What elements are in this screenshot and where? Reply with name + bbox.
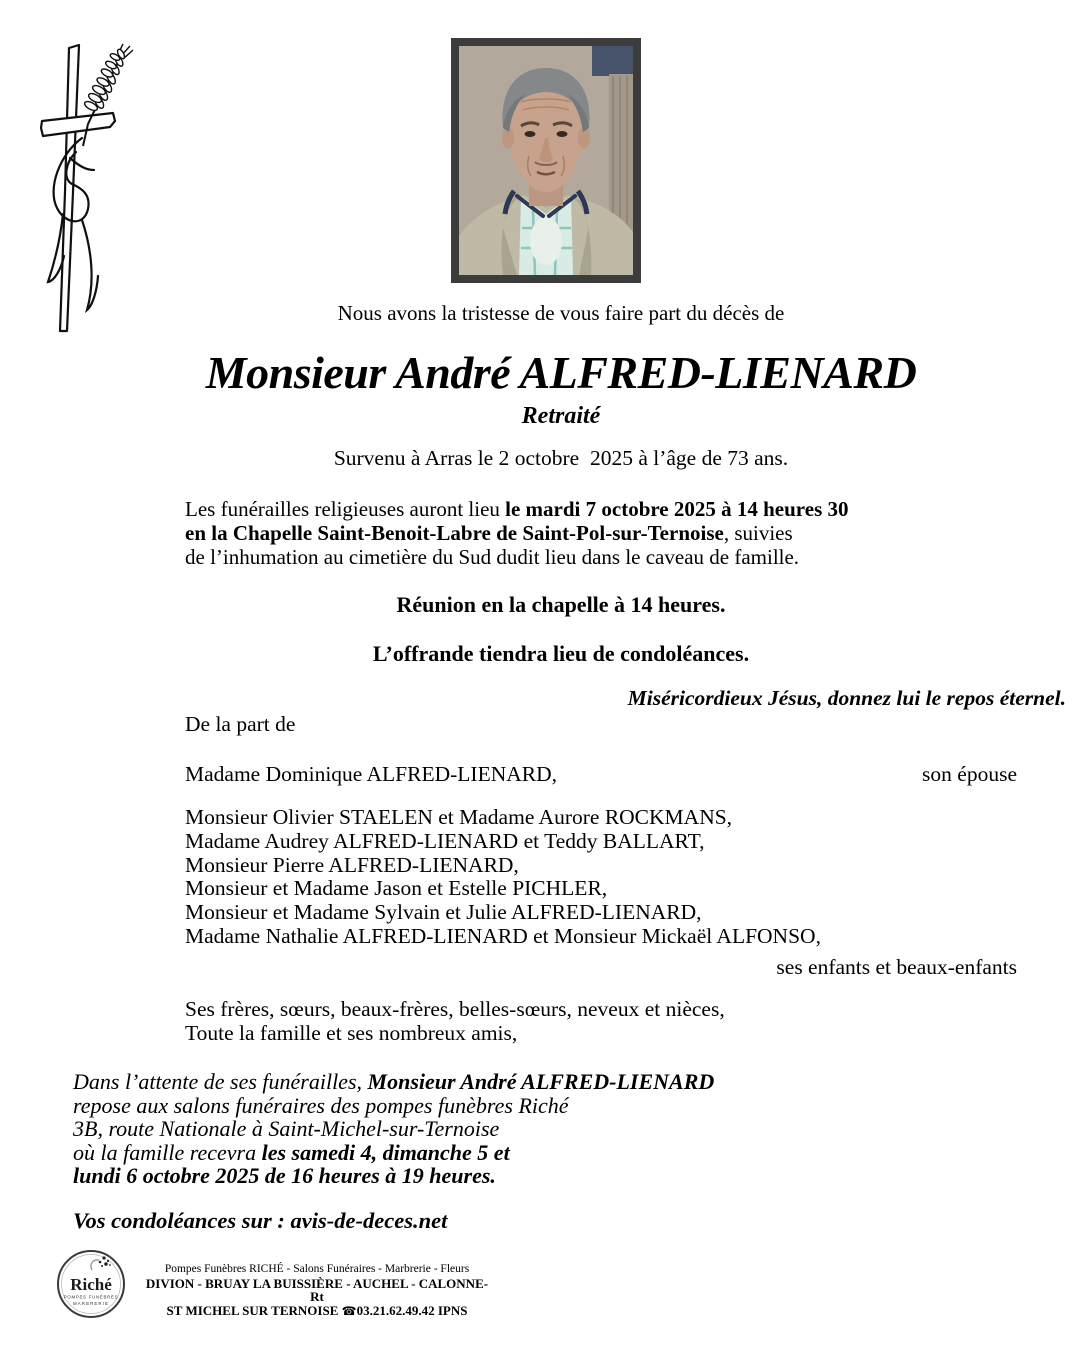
riche-logo <box>56 1249 126 1319</box>
footer-phone: 03.21.62.49.42 <box>356 1302 435 1318</box>
funeral-line-1-bold: le mardi 7 octobre 2025 à 14 heures 30 <box>505 497 849 521</box>
footer-line-1: Pompes Funèbres RICHÉ - Salons Funéraires - Marbrerie - Fleurs <box>164 1263 470 1275</box>
footer-city: ST MICHEL SUR TERNOISE <box>166 1302 339 1318</box>
occupation-line: Retraité <box>521 403 601 429</box>
condolences-line: Vos condoléances sur : avis-de-deces.net <box>73 1208 448 1233</box>
family-member-line: Madame Nathalie ALFRED-LIENARD et Monsieur Mickaël ALFONSO, <box>185 923 821 948</box>
funeral-line-2 <box>185 521 849 545</box>
repose-line-4-normal: où la famille recevra <box>73 1139 262 1165</box>
cross-wheat-icon <box>36 42 138 336</box>
funeral-paragraph <box>185 497 849 569</box>
repose-line-2: repose aux salons funéraires des pompes funèbres Riché <box>73 1092 569 1118</box>
family-member-line: Monsieur et Madame Sylvain et Julie ALFRED-LIENARD, <box>185 900 702 925</box>
phone-icon: ☎ <box>341 1303 357 1318</box>
footer-line-3 <box>140 1304 494 1319</box>
repose-block <box>73 1070 714 1188</box>
cross-wheat-illustration <box>36 42 138 336</box>
repose-line-5: lundi 6 octobre 2025 de 16 heures à 19 heures. <box>73 1163 496 1189</box>
others-line-2: Toute la famille et ses nombreux amis, <box>185 1020 518 1045</box>
funeral-line-2-bold: en la Chapelle Saint-Benoit-Labre de Saint-Pol-sur-Ternoise <box>185 521 724 545</box>
family-member-line: Madame Audrey ALFRED-LIENARD et Teddy BALLART, <box>185 828 705 853</box>
repose-line-4 <box>73 1141 714 1165</box>
repose-line-1-normal: Dans l’attente de ses funérailles, <box>73 1069 368 1094</box>
spouse-name: Madame Dominique ALFRED-LIENARD, <box>185 762 558 786</box>
repose-line-1-bold: Monsieur André ALFRED-LIENARD <box>367 1069 715 1094</box>
repose-line-3: 3B, route Nationale à Saint-Michel-sur-Ternoise <box>73 1116 500 1142</box>
svg-text:Riché: Riché <box>70 1275 112 1294</box>
funeral-line-3: de l’inhumation au cimetière du Sud dudit lieu dans le caveau de famille. <box>185 545 800 569</box>
offering-line: L’offrande tiendra lieu de condoléances. <box>372 641 750 666</box>
riche-logo-icon <box>56 1249 126 1319</box>
children-list <box>185 806 821 949</box>
from-line: De la part de <box>185 712 296 736</box>
svg-text:POMPES FUNÈBRES: POMPES FUNÈBRES <box>63 1294 119 1300</box>
family-member-line: Monsieur Pierre ALFRED-LIENARD, <box>185 852 519 877</box>
children-role-line: ses enfants et beaux-enfants <box>776 955 1017 979</box>
others-line-1: Ses frères, sœurs, beaux-frères, belles-sœurs, neveux et nièces, <box>185 997 725 1021</box>
family-member-line: Monsieur Olivier STAELEN et Madame Aurore ROCKMANS, <box>185 805 733 829</box>
meeting-line: Réunion en la chapelle à 14 heures. <box>396 592 726 617</box>
intro-line: Nous avons la tristesse de vous faire part du décès de <box>337 301 785 325</box>
spouse-role: son épouse <box>922 762 1017 786</box>
deceased-name: Monsieur André ALFRED-LIENARD <box>205 347 917 398</box>
spouse-row <box>185 762 1017 787</box>
prayer-line: Miséricordieux Jésus, donnez lui le repos éternel. <box>627 686 1066 710</box>
others-block <box>185 998 725 1045</box>
death-line: Survenu à Arras le 2 octobre 2025 à l’âge de 73 ans. <box>333 446 789 470</box>
repose-line-1 <box>73 1070 714 1094</box>
portrait-photo-image <box>459 46 633 275</box>
svg-text:MARBRERIE: MARBRERIE <box>72 1301 110 1306</box>
footer-text-block <box>140 1263 494 1318</box>
portrait-photo <box>451 38 641 283</box>
funeral-line-2-normal: , suivies <box>723 521 793 545</box>
footer-ipns: IPNS <box>437 1302 468 1318</box>
repose-line-4-bold: les samedi 4, dimanche 5 et <box>261 1139 510 1165</box>
family-member-line: Monsieur et Madame Jason et Estelle PICHLER, <box>185 876 608 901</box>
funeral-line-1-normal: Les funérailles religieuses auront lieu <box>185 497 506 521</box>
footer-line-2: DIVION - BRUAY LA BUISSIÈRE - AUCHEL - CALONNE-Rt <box>145 1275 489 1305</box>
funeral-line-1 <box>185 497 849 521</box>
